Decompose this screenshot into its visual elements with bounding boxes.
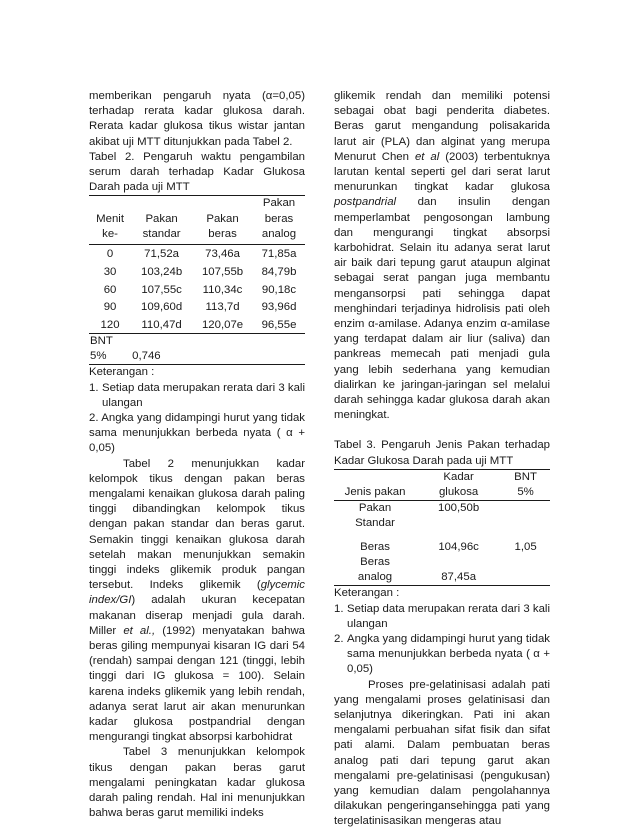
table-cell: 60: [103, 283, 117, 296]
table-cell: 84,79b: [261, 266, 297, 279]
table-row: [89, 263, 305, 281]
table-cell: Beras: [360, 540, 390, 553]
table-cell: 110,34c: [202, 283, 243, 296]
table-row: [89, 280, 305, 298]
table-cell: Pakan Standar: [355, 502, 395, 530]
note-item: 2. Angka yang didampingi hurut yang tidak sama menunjukkan berbeda nyata ( α + 0,05): [89, 412, 305, 455]
table2-bnt-row: [89, 334, 305, 350]
table-cell: 1,05: [514, 540, 537, 553]
note-text: Angka yang didampingi hurut yang tidak sama menunjukkan berbeda nyata ( α + 0,05): [347, 632, 550, 676]
table-cell: 113,7d: [205, 301, 240, 314]
table2: [89, 195, 305, 365]
table2-bnt-label: BNT: [89, 334, 131, 350]
table2-header-col1-line2: ke-: [89, 227, 131, 245]
table-row: [334, 532, 550, 555]
table-cell: Beras analog: [334, 555, 416, 586]
table-cell: 71,52a: [144, 248, 180, 261]
table2-header-col4-line2: beras: [264, 212, 294, 225]
table-cell: 71,85a: [261, 248, 297, 261]
table2-bnt-value: 0,746: [131, 349, 192, 365]
table-cell: 109,60d: [141, 301, 183, 314]
table3-header-bnt: BNT 5%: [501, 469, 550, 500]
table3-header-kadar: Kadar glukosa: [416, 469, 501, 500]
note-number: 1.: [89, 381, 99, 394]
note-item: [89, 381, 305, 411]
table2-header-col4-line3: analog: [253, 227, 305, 245]
table2-caption: Tabel 2. Pengaruh waktu pengambilan serum darah terhadap Kadar Glukosa Darah pada uji MTT: [89, 150, 305, 194]
table-row: [334, 555, 550, 586]
table-cell: [501, 555, 550, 586]
table-cell: 87,45a: [416, 555, 501, 586]
table2-bnt-label: 5%: [89, 349, 131, 365]
left-paragraph-table3: Tabel 3 menunjukkan kelompok tikus dengan pakan beras garut mengalami peningkatan kadar glukosa darah paling rendah. Hal ini menunjukkan bahwa beras garut memiliki indeks: [89, 746, 305, 820]
keterangan-label: Keterangan :: [89, 366, 155, 379]
note-text: Setiap data merupakan rerata dari 3 kali ulangan: [102, 381, 305, 409]
notes-list: [89, 381, 305, 411]
notes-list: [334, 602, 550, 678]
table-cell: 90: [103, 301, 117, 314]
table-cell: 0: [106, 248, 114, 261]
table2-header-col3-line2: beras: [192, 227, 253, 245]
table-cell: 104,96c: [438, 540, 479, 553]
table-cell: 30: [103, 266, 117, 279]
right-column: [334, 89, 550, 830]
table-cell: 110,47d: [141, 318, 182, 331]
table-row: [89, 315, 305, 333]
table3-header-jenis: Jenis pakan: [334, 469, 416, 500]
left-paragraph-discussion: Tabel 2 menunjukkan kadar kelompok tikus dengan pakan beras mengalami kenaikan glukosa darah paling tinggi dibandingkan kelompok tikus dengan pakan standar dan beras garut. Semakin tinggi kenaikan glukosa darah setelah makan menunjukkan semakin tinggi indeks glikemik produk pangan tersebut. Indeks glikemik (glycemic index/GI) adalah ukuran kecepatan makanan diserap menjadi gula darah. Miller et al., (1992) menyatakan bahwa beras giling mempunyai kisaran IG dari 54 (rendah) sampai dengan 121 (tinggi, lebih tinggi dari IG glukosa = 100). Selain karena indeks glikemik yang lebih rendah, adanya serat larut air akan menurunkan kadar glukosa postpandrial dengan mengurangi tingkat absorpsi karbohidrat: [89, 457, 306, 744]
keterangan-label: Keterangan :: [334, 587, 400, 600]
note-item: [334, 602, 550, 632]
table3: [334, 469, 550, 586]
table-cell: 100,50b: [438, 502, 480, 515]
table2-header-col1-line1: Menit: [96, 212, 124, 225]
table2-header-col3-line1: Pakan: [206, 212, 239, 225]
table2-header-col4-line1: Pakan: [253, 196, 305, 212]
left-column: [89, 89, 305, 822]
note-number: 2.: [334, 632, 344, 645]
left-paragraph-intro: memberikan pengaruh nyata (α=0,05) terhadap rerata kadar glukosa darah. Rerata kadar glukosa tikus wistar jantan akibat uji MTT ditunjukkan pada Tabel 2.: [89, 90, 305, 148]
table-cell: 107,55c: [141, 283, 182, 296]
note-number: 1.: [334, 602, 344, 615]
table-cell: 73,46a: [205, 248, 240, 261]
table-cell: 96,55e: [261, 318, 297, 331]
table-row: [334, 501, 550, 532]
table-row: [89, 245, 305, 263]
table2-bnt-row: [89, 349, 305, 365]
table-cell: 103,24b: [141, 266, 183, 279]
table-cell: 120: [100, 318, 120, 331]
table-cell: [501, 501, 550, 532]
note-item: [334, 632, 550, 678]
note-text: Setiap data merupakan rerata dari 3 kali ulangan: [347, 602, 550, 630]
table-cell: 90,18c: [261, 283, 297, 296]
table-row: [89, 298, 305, 316]
table2-header-col2-line1: Pakan: [145, 212, 178, 225]
table-cell: 107,55b: [201, 266, 244, 279]
right-paragraph-intro: glikemik rendah dan memiliki potensi sebagai obat bagi penderita diabetes. Beras garut mengandung polisakarida larut air (PLA) dan alginat yang merupa Menurut Chen et al (2003) terbentuknya larutan kental seperti gel dari serat larut menurunkan tingkat kadar glukosa postpandrial dan insulin dengan memperlambat pengosongan lambung dan mengurangi tingkat absorpsi karbohidrat. Selain itu adanya serat larut air baik dari tepung garut ataupun alginat sebagai serat pangan juga membantu mengansorpsi pati sehingga dapat menghindari terjadinya hidrolisis pati oleh enzim α-amilase. Adanya enzim α-amilase yang terdapat dalam air liur (saliva) dan pankreas memecah pati menjadi gula yang lebih sederhana yang kemudian dialirkan ke jaringan-jaringan sel melalui darah sehingga kadar glukosa darah akan meningkat.: [334, 90, 550, 422]
table2-header-col2-line2: standar: [131, 227, 192, 245]
table-cell: 93,96d: [261, 301, 297, 314]
table-cell: 120,07e: [201, 318, 244, 331]
right-paragraph-pregelatinisasi: Proses pre-gelatinisasi adalah pati yang mengalami proses gelatinisasi dan selanjutnya dikeringkan. Pati ini akan mengalami perbuahan sifat fisik dan sifat pati alami. Dalam pembuatan beras analog pati dari tepung garut akan mengalami pre-gelatinisasi (pengukusan) yang kemudian dalam pengolahannya dilakukan pengeringansehingga pati yang tergelatinisasikan mengeras atau: [334, 678, 550, 828]
table3-caption: Tabel 3. Pengaruh Jenis Pakan terhadap Kadar Glukosa Darah pada uji MTT: [334, 439, 550, 467]
